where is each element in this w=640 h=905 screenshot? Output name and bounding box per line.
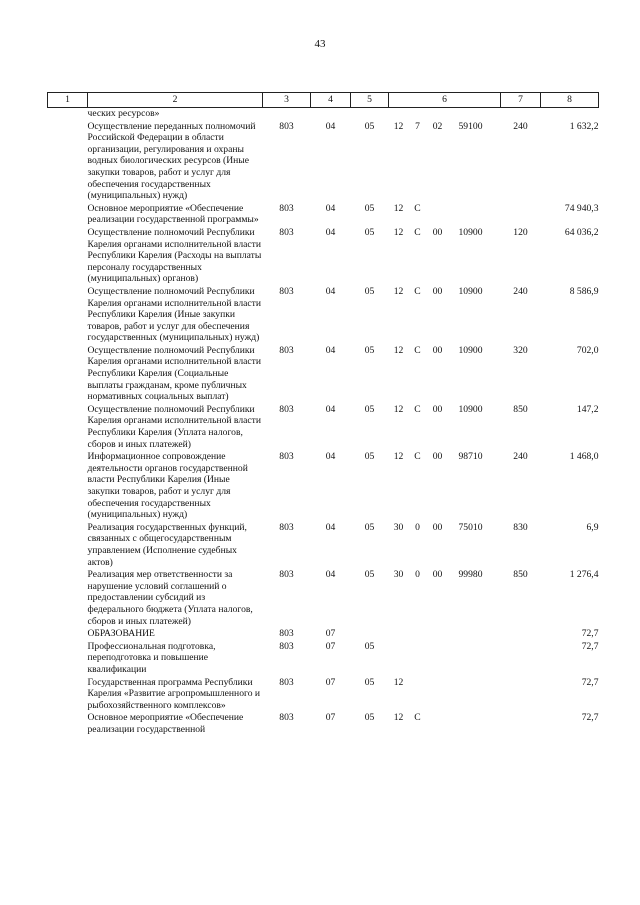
program-code: 12 xyxy=(393,120,404,132)
amount: 6,9 xyxy=(586,521,599,533)
target-article-code xyxy=(389,203,501,227)
table-row xyxy=(48,522,599,569)
section-code: 04 xyxy=(325,451,336,463)
row-description: Реализация мер ответственности за нарушение условий соглашений о предоставлении субсидий из федерального бюджета (Уплата налогов, сборов и иных платежей) xyxy=(87,569,253,627)
amount: 1 276,4 xyxy=(569,569,599,581)
row-number-cell xyxy=(48,712,88,736)
amount: 1 632,2 xyxy=(569,120,599,132)
header-col-3: 3 xyxy=(263,93,311,108)
table-row xyxy=(48,677,599,713)
subprogram-code: С xyxy=(414,403,421,415)
ministry-code: 803 xyxy=(279,451,294,463)
target-article-code xyxy=(389,227,501,286)
direction-code: 10900 xyxy=(458,344,483,356)
program-code: 12 xyxy=(393,285,404,297)
expense-type-code: 850 xyxy=(513,569,528,581)
direction-code: 98710 xyxy=(458,451,483,463)
section-code: 07 xyxy=(325,676,336,688)
table-row xyxy=(48,569,599,628)
ministry-code: 803 xyxy=(279,640,294,652)
header-col-5: 5 xyxy=(351,93,389,108)
event-code xyxy=(427,677,449,689)
target-article-code xyxy=(389,677,501,713)
direction-code xyxy=(449,677,493,689)
subprogram-code: 7 xyxy=(415,120,420,132)
ministry-code: 803 xyxy=(279,569,294,581)
row-number-cell xyxy=(48,628,88,641)
event-code xyxy=(427,712,449,724)
table-row xyxy=(48,108,599,121)
row-number-cell xyxy=(48,227,88,286)
ministry-code: 803 xyxy=(279,712,294,724)
subsection-code: 05 xyxy=(364,569,375,581)
program-code: 12 xyxy=(393,712,404,724)
direction-code: 10900 xyxy=(458,226,483,238)
direction-code: 75010 xyxy=(458,521,483,533)
expense-type-code: 320 xyxy=(513,344,528,356)
direction-code: 59100 xyxy=(458,120,483,132)
event-code: 00 xyxy=(432,344,443,356)
subprogram-code: С xyxy=(414,712,421,724)
direction-code: 10900 xyxy=(458,403,483,415)
row-description: ческих ресурсов» xyxy=(87,108,160,119)
expense-type-code xyxy=(501,628,541,641)
subprogram-code: С xyxy=(414,451,421,463)
subprogram-code: С xyxy=(414,285,421,297)
section-code: 04 xyxy=(325,569,336,581)
ministry-code: 803 xyxy=(279,344,294,356)
row-description: Информационное сопровождение деятельности органов государственной власти Республики Карелия (Иные закупки товаров, работ и услуг для обеспечения государственных (муниципальных) нужд) xyxy=(87,451,248,521)
row-number-cell xyxy=(48,569,88,628)
subsection-code: 05 xyxy=(364,120,375,132)
subsection-code: 05 xyxy=(364,676,375,688)
program-code: 12 xyxy=(393,226,404,238)
row-number-cell xyxy=(48,203,88,227)
amount: 72,7 xyxy=(581,676,599,688)
table-row xyxy=(48,641,599,677)
amount: 147,2 xyxy=(576,403,599,415)
amount: 1 468,0 xyxy=(569,451,599,463)
subprogram-code: 0 xyxy=(415,569,420,581)
row-number-cell xyxy=(48,451,88,522)
row-description: Основное мероприятие «Обеспечение реализации государственной xyxy=(87,712,244,735)
program-code: 30 xyxy=(393,569,404,581)
row-number-cell xyxy=(48,677,88,713)
header-col-6: 6 xyxy=(389,93,501,108)
subsection-code xyxy=(351,108,389,121)
target-article-code xyxy=(389,522,501,569)
subprogram-code xyxy=(409,677,427,689)
row-description: Государственная программа Республики Карелия «Развитие агропромышленного и рыбохозяйственного комплексов» xyxy=(87,676,261,711)
ministry-code: 803 xyxy=(279,521,294,533)
expense-type-code xyxy=(501,108,541,121)
subsection-code: 05 xyxy=(364,521,375,533)
table-row xyxy=(48,121,599,203)
amount: 702,0 xyxy=(576,344,599,356)
section-code: 04 xyxy=(325,285,336,297)
ministry-code: 803 xyxy=(279,120,294,132)
section-code: 04 xyxy=(325,226,336,238)
section-code: 04 xyxy=(325,202,336,214)
amount xyxy=(541,108,599,121)
page-number: 43 xyxy=(314,38,326,50)
expense-type-code xyxy=(501,203,541,227)
target-article-code xyxy=(389,451,501,522)
subsection-code: 05 xyxy=(364,285,375,297)
amount: 72,7 xyxy=(581,640,599,652)
section-code: 04 xyxy=(325,403,336,415)
subprogram-code: С xyxy=(414,226,421,238)
program-code: 30 xyxy=(393,521,404,533)
expense-type-code xyxy=(501,677,541,713)
direction-code xyxy=(449,203,493,215)
target-article-code xyxy=(389,628,501,641)
table-row xyxy=(48,345,599,404)
subsection-code: 05 xyxy=(364,451,375,463)
expense-type-code: 120 xyxy=(513,226,528,238)
subsection-code: 05 xyxy=(364,344,375,356)
target-article-code xyxy=(389,712,501,736)
section-code: 07 xyxy=(325,640,336,652)
row-number-cell xyxy=(48,121,88,203)
ministry-code xyxy=(263,108,311,121)
event-code: 00 xyxy=(432,569,443,581)
event-code: 00 xyxy=(432,403,443,415)
direction-code: 10900 xyxy=(458,285,483,297)
amount: 64 036,2 xyxy=(564,226,599,238)
table-row xyxy=(48,404,599,451)
row-description: Реализация государственных функций, связанных с общегосударственным управлением (Исполнение судебных актов) xyxy=(87,521,247,568)
table-header-row xyxy=(48,93,599,108)
target-article-code xyxy=(389,345,501,404)
ministry-code: 803 xyxy=(279,628,294,640)
row-description: Осуществление полномочий Республики Карелия органами исполнительной власти Республики Карелия (Иные закупки товаров, работ и услуг для обеспечения государственных (муниципальных) нужд) xyxy=(87,285,261,344)
expense-type-code xyxy=(501,641,541,677)
header-col-1: 1 xyxy=(48,93,88,108)
ministry-code: 803 xyxy=(279,676,294,688)
table-row xyxy=(48,203,599,227)
event-code: 00 xyxy=(432,451,443,463)
program-code: 12 xyxy=(393,403,404,415)
amount: 8 586,9 xyxy=(569,285,599,297)
row-number-cell xyxy=(48,345,88,404)
event-code xyxy=(427,203,449,215)
row-description: Осуществление полномочий Республики Карелия органами исполнительной власти Республики Карелия (Социальные выплаты гражданам, кроме публичных нормативных социальных выплат) xyxy=(87,344,261,403)
expense-type-code: 240 xyxy=(513,120,528,132)
table-row xyxy=(48,451,599,522)
direction-code xyxy=(449,712,493,724)
row-description: ОБРАЗОВАНИЕ xyxy=(87,628,155,640)
amount: 72,7 xyxy=(581,712,599,724)
expense-type-code: 240 xyxy=(513,451,528,463)
row-description: Осуществление переданных полномочий Российской Федерации в области организации, регулирования и охраны водных биологических ресурсов (Иные закупки товаров, работ и услуг для обеспечения государственных (муниципальных) нужд) xyxy=(87,120,256,202)
program-code: 12 xyxy=(393,451,404,463)
target-article-code xyxy=(389,286,501,345)
ministry-code: 803 xyxy=(279,202,294,214)
row-description: Осуществление полномочий Республики Карелия органами исполнительной власти Республики Карелия (Расходы на выплаты персоналу государственных (муниципальных) органов) xyxy=(87,226,262,285)
header-col-8: 8 xyxy=(541,93,599,108)
row-description: Профессиональная подготовка, переподготовка и повышение квалификации xyxy=(87,640,216,675)
table-row xyxy=(48,628,599,641)
subsection-code: 05 xyxy=(364,712,375,724)
expense-type-code: 850 xyxy=(513,403,528,415)
target-article-code xyxy=(389,108,501,121)
expense-type-code xyxy=(501,712,541,736)
subprogram-code: С xyxy=(414,202,421,214)
section-code: 04 xyxy=(325,344,336,356)
target-article-code xyxy=(389,121,501,203)
table-row xyxy=(48,712,599,736)
row-number-cell xyxy=(48,641,88,677)
section-code xyxy=(311,108,351,121)
ministry-code: 803 xyxy=(279,403,294,415)
row-number-cell xyxy=(48,404,88,451)
target-article-code xyxy=(389,569,501,628)
program-code: 12 xyxy=(393,202,404,214)
header-col-7: 7 xyxy=(501,93,541,108)
amount: 74 940,3 xyxy=(564,202,599,214)
section-code: 04 xyxy=(325,120,336,132)
target-article-code xyxy=(389,641,501,677)
amount: 72,7 xyxy=(581,628,599,640)
subsection-code: 05 xyxy=(364,403,375,415)
subsection-code: 05 xyxy=(364,202,375,214)
section-code: 07 xyxy=(325,628,336,640)
row-description: Основное мероприятие «Обеспечение реализации государственной программы» xyxy=(87,202,259,226)
target-article-code xyxy=(389,404,501,451)
subsection-code: 05 xyxy=(364,226,375,238)
row-number-cell xyxy=(48,522,88,569)
row-number-cell xyxy=(48,286,88,345)
event-code: 02 xyxy=(432,120,443,132)
event-code: 00 xyxy=(432,285,443,297)
subsection-code: 05 xyxy=(364,640,375,652)
subprogram-code: С xyxy=(414,344,421,356)
direction-code: 99980 xyxy=(458,569,483,581)
event-code: 00 xyxy=(432,226,443,238)
program-code: 12 xyxy=(393,676,404,688)
program-code: 12 xyxy=(393,344,404,356)
header-col-4: 4 xyxy=(311,93,351,108)
table-row xyxy=(48,286,599,345)
section-code: 07 xyxy=(325,712,336,724)
row-description: Осуществление полномочий Республики Карелия органами исполнительной власти Республики Карелия (Уплата налогов, сборов и иных платежей) xyxy=(87,403,261,450)
subprogram-code: 0 xyxy=(415,521,420,533)
table-row xyxy=(48,227,599,286)
row-number-cell xyxy=(48,108,88,121)
event-code: 00 xyxy=(432,521,443,533)
budget-table xyxy=(47,92,599,736)
expense-type-code: 240 xyxy=(513,285,528,297)
expense-type-code: 830 xyxy=(513,521,528,533)
ministry-code: 803 xyxy=(279,226,294,238)
ministry-code: 803 xyxy=(279,285,294,297)
subsection-code xyxy=(351,628,389,641)
header-col-2: 2 xyxy=(88,93,263,108)
section-code: 04 xyxy=(325,521,336,533)
